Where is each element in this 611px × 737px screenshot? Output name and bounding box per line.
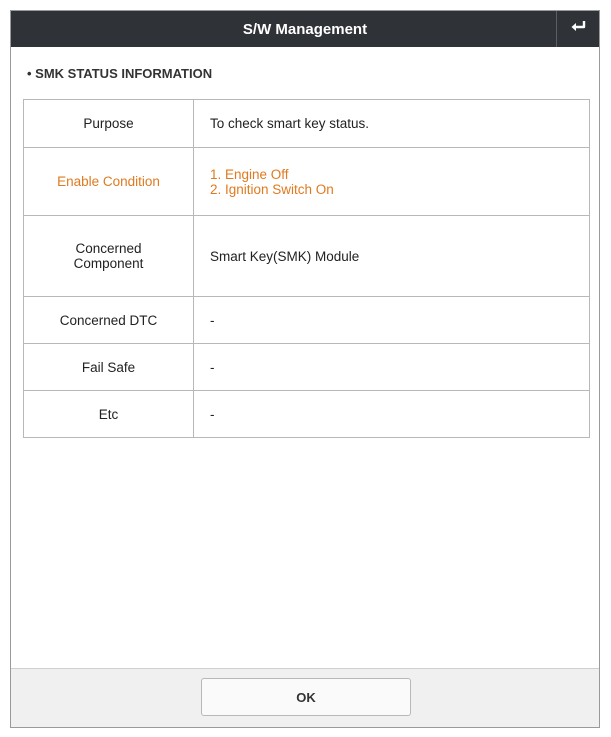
row-value-etc: - (194, 391, 590, 438)
condition-line: 1. Engine Off (210, 166, 289, 182)
back-button[interactable] (556, 11, 599, 47)
title-bar (11, 11, 599, 47)
row-label-concerned-component (24, 216, 194, 297)
row-value-concerned-dtc: - (194, 297, 590, 344)
label-line: Component (73, 256, 144, 271)
row-label-concerned-dtc: Concerned DTC (24, 297, 194, 344)
row-value-concerned-component: Smart Key(SMK) Module (194, 216, 590, 297)
dialog-title: S/W Management (242, 20, 368, 38)
table-row (24, 216, 590, 297)
row-label-fail-safe: Fail Safe (24, 344, 194, 391)
condition-line: 2. Ignition Switch On (210, 181, 334, 197)
ok-button[interactable]: OK (201, 678, 411, 716)
label-line: Concerned (75, 241, 142, 256)
sw-management-dialog (10, 10, 600, 728)
section-title: • SMK STATUS INFORMATION (27, 66, 213, 81)
row-value-purpose: To check smart key status. (194, 100, 590, 148)
row-value-enable-condition (194, 148, 590, 216)
return-arrow-icon (569, 19, 587, 40)
table-row (24, 344, 590, 391)
table-row (24, 391, 590, 438)
table-row (24, 100, 590, 148)
table-row (24, 148, 590, 216)
row-label-enable-condition: Enable Condition (24, 148, 194, 216)
row-value-fail-safe: - (194, 344, 590, 391)
row-label-etc: Etc (24, 391, 194, 438)
dialog-footer (11, 668, 599, 727)
row-label-purpose: Purpose (24, 100, 194, 148)
status-info-table (23, 99, 590, 438)
table-row (24, 297, 590, 344)
